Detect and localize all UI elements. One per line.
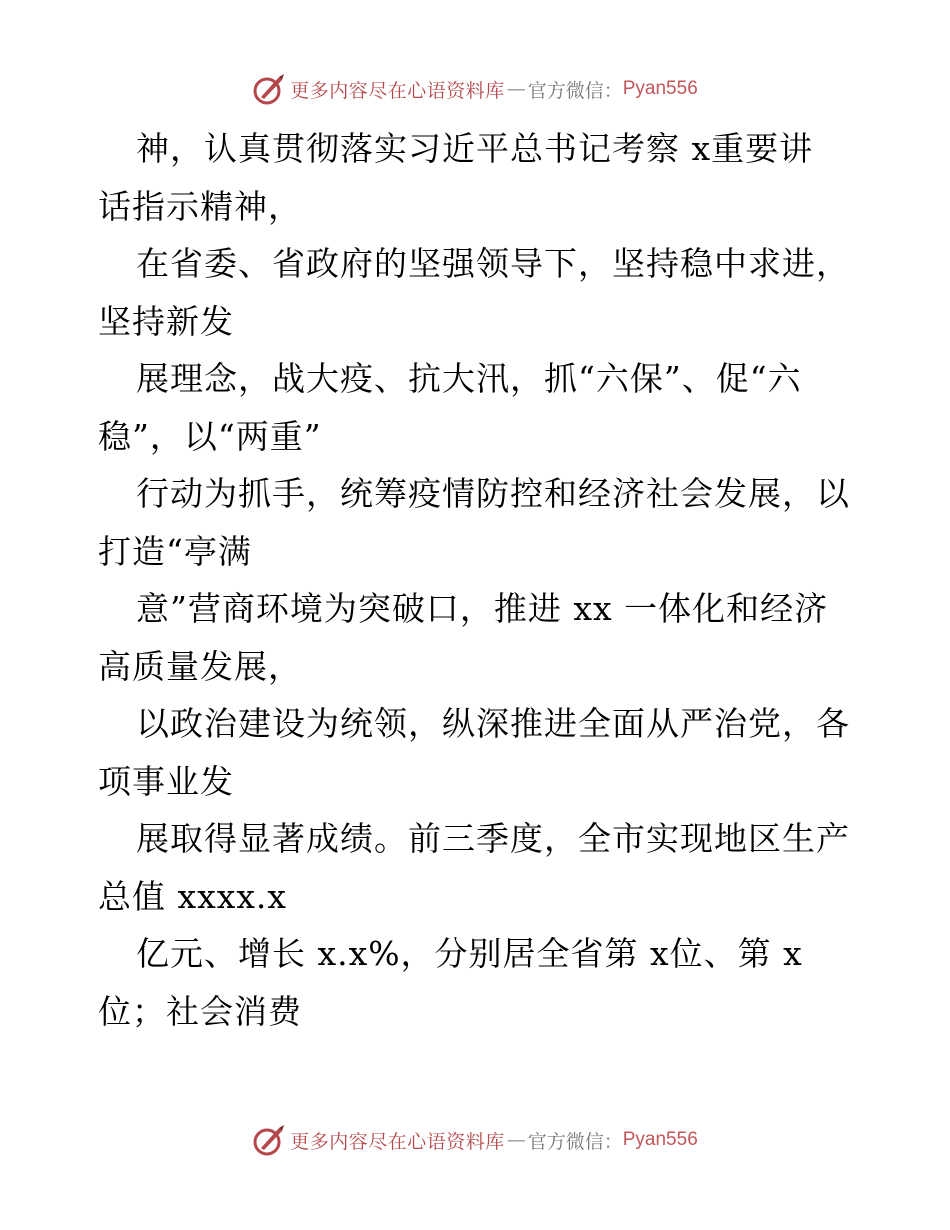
text-line: 稳”，以“两重” [98, 416, 322, 456]
text-line: 打造“亭满 [98, 531, 252, 571]
text-line: 神，认真贯彻落实习近平总书记考察 x重要讲 [136, 129, 814, 168]
watermark-id: Pyan556 [622, 1129, 698, 1150]
footer-watermark [0, 1120, 950, 1160]
watermark-id: Pyan556 [622, 78, 698, 99]
watermark-label: 官方微信： [527, 79, 623, 102]
text-line: 展取得显著成绩。前三季度，全市实现地区生产 [136, 819, 850, 858]
text-line: 以政治建设为统领，纵深推进全面从严治党，各 [136, 704, 850, 743]
watermark-separator: — [506, 1129, 526, 1151]
header-watermark [0, 69, 950, 109]
watermark-separator: — [506, 78, 526, 100]
text-line: 高质量发展， [98, 646, 302, 686]
text-line: 行动为抓手，统筹疫情防控和经济社会发展，以 [136, 474, 850, 513]
watermark-label: 官方微信： [527, 1130, 623, 1153]
text-line: 坚持新发 [98, 301, 234, 341]
text-line: 展理念，战大疫、抗大汛，抓“六保”、促“六 [136, 359, 802, 398]
text-line: 项事业发 [98, 761, 234, 801]
quill-logo-icon [252, 72, 286, 106]
text-line: 意”营商环境为突破口，推进 xx 一体化和经济 [136, 589, 829, 628]
text-line: 位；社会消费 [98, 991, 302, 1031]
text-line: 在省委、省政府的坚强领导下，坚持稳中求进， [136, 244, 850, 283]
watermark-text: 更多内容尽在心语资料库 [290, 1130, 505, 1153]
text-line: 总值 xxxx.x [98, 876, 288, 916]
text-line: 话指示精神， [98, 186, 302, 226]
watermark-text: 更多内容尽在心语资料库 [290, 79, 505, 102]
document-body [98, 120, 858, 1040]
text-line: 亿元、增长 x.x%，分别居全省第 x位、第 x [136, 934, 803, 973]
quill-logo-icon [252, 1123, 286, 1157]
